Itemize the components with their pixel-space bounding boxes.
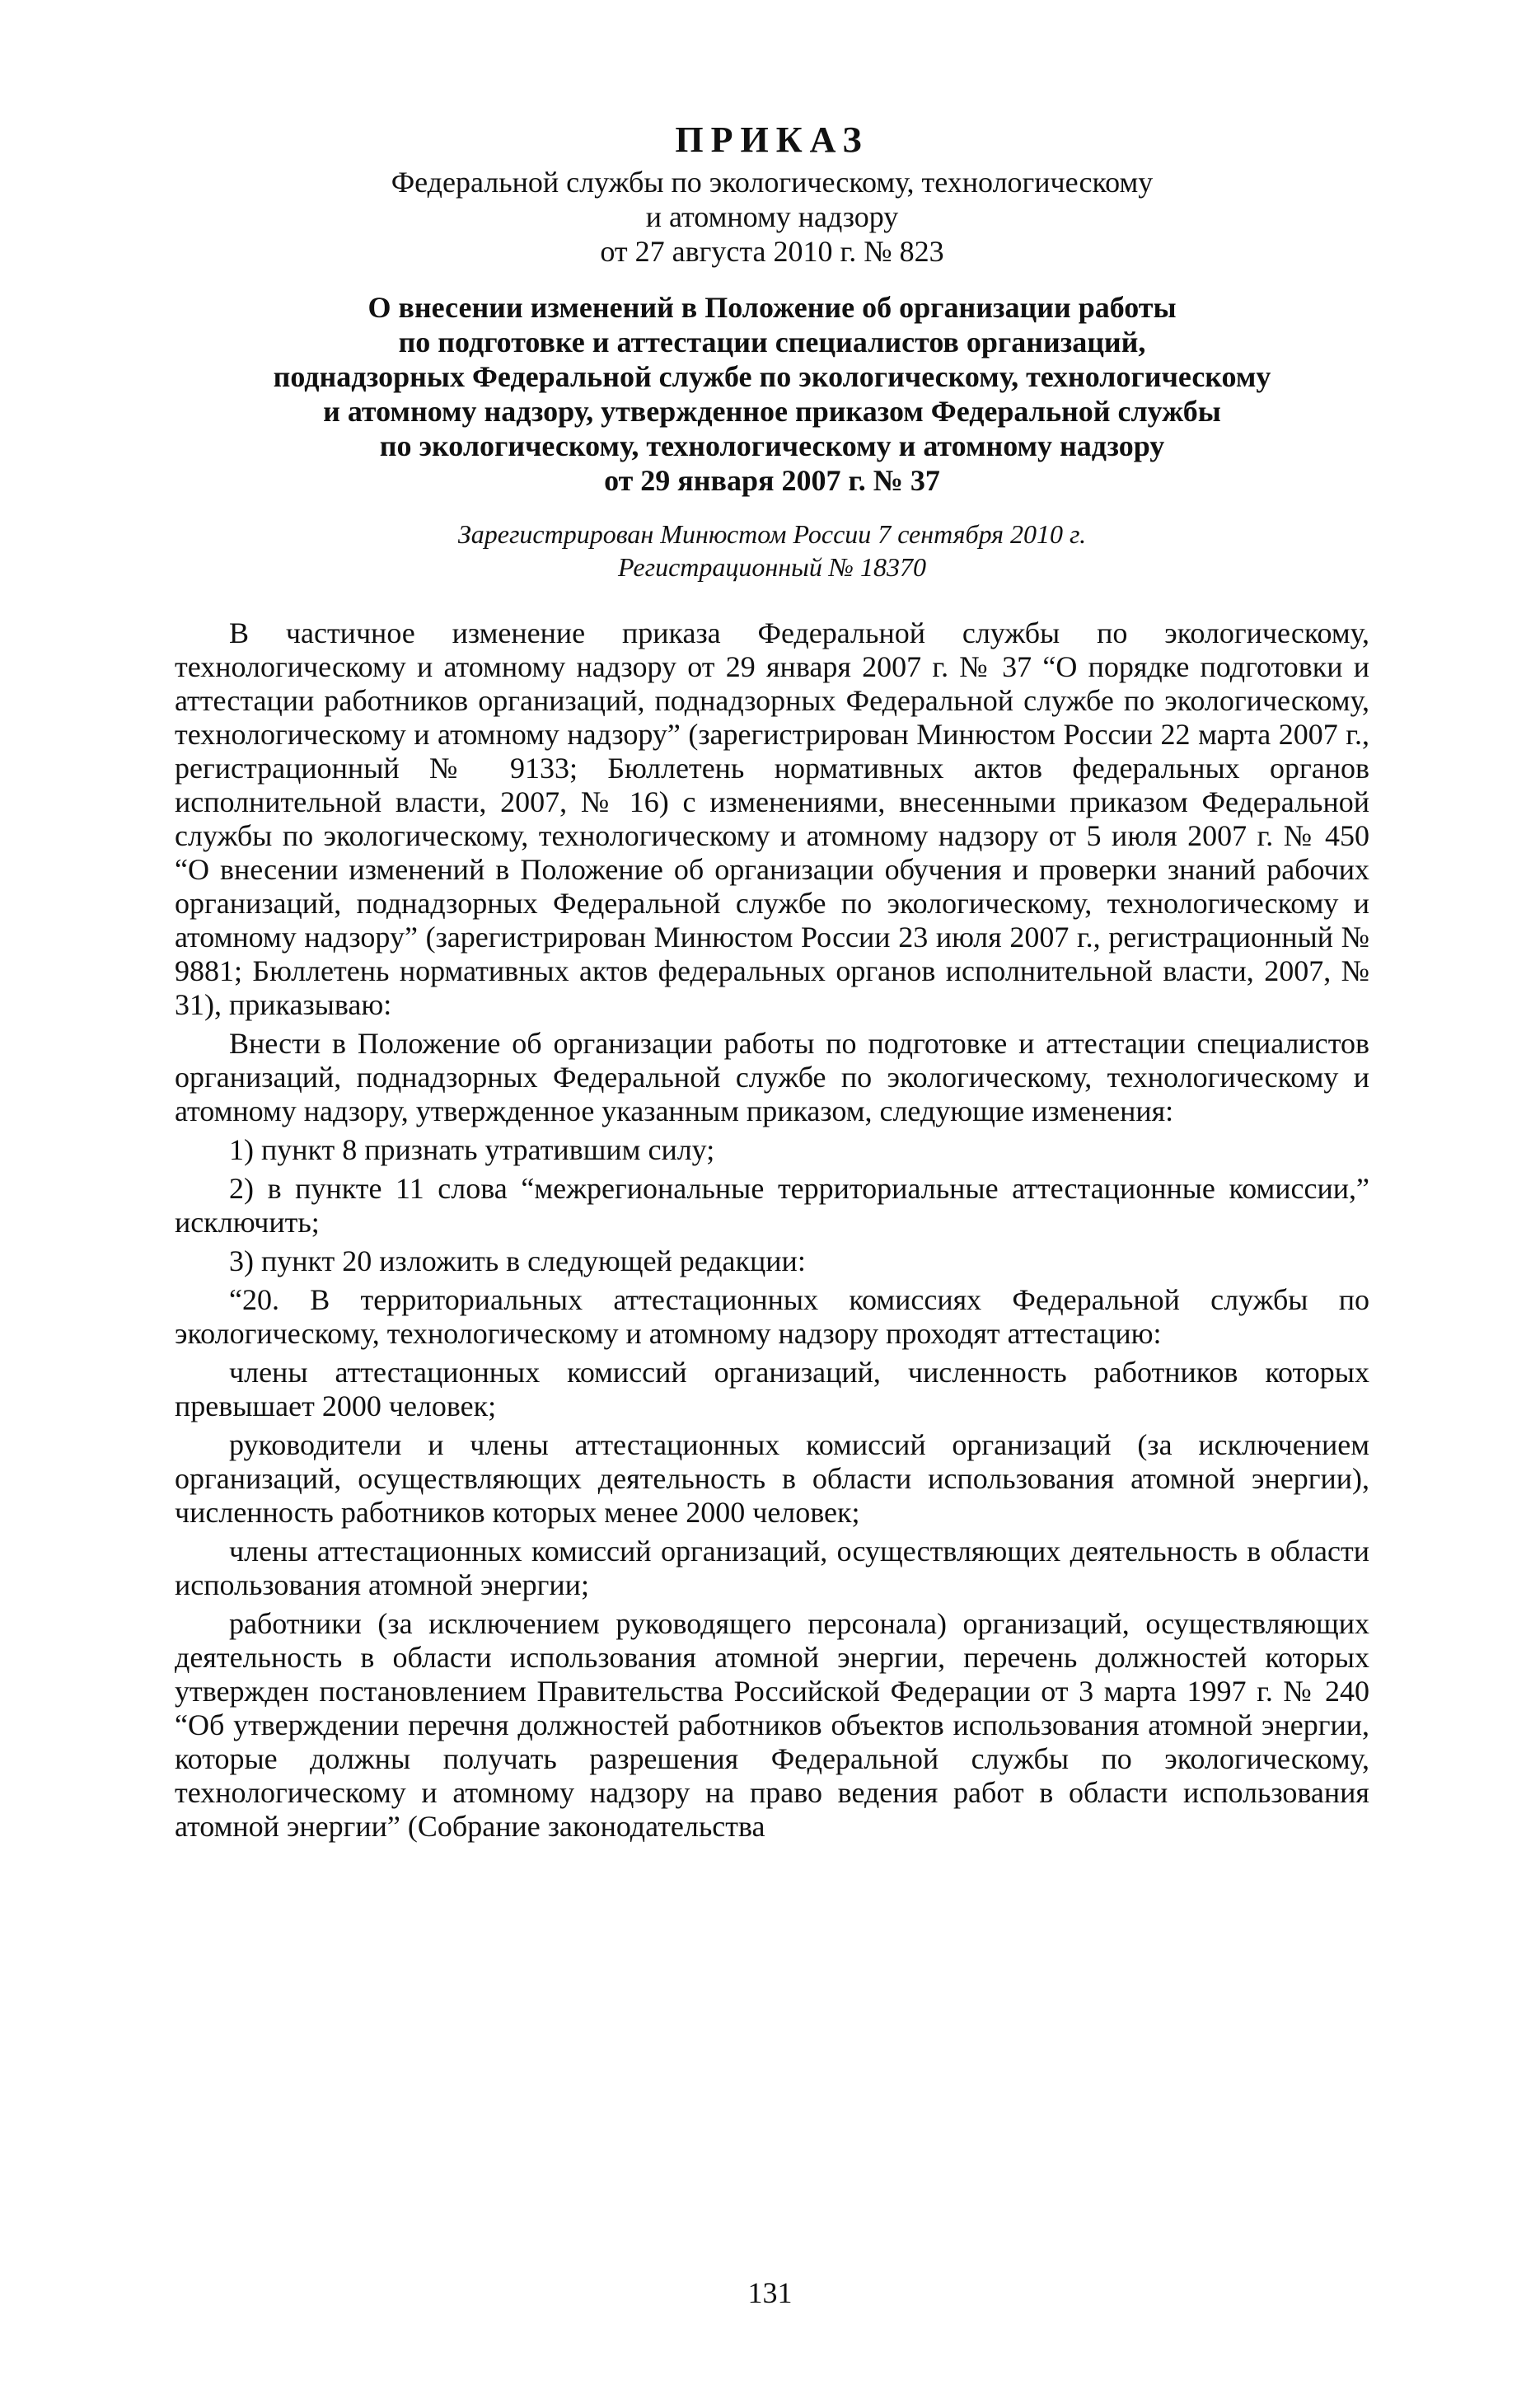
registration-number: Регистрационный № 18370	[618, 552, 926, 582]
registration-line: Зарегистрирован Минюстом России 7 сентября 2010 г.	[457, 519, 1087, 549]
document-page	[175, 115, 1369, 1849]
page-number: 131	[747, 2276, 793, 2309]
body-paragraph: Внести в Положение об организации работы по подготовке и аттестации специалистов организаций, поднадзорных Федеральной службе по экологическому, технологическому и атомному надзору, утвержденное указанным приказом, следующие изменения:	[175, 1027, 1369, 1127]
body-paragraph: В частичное изменение приказа Федеральной службы по экологическому, технологическому и атомному надзору от 29 января 2007 г. № 37 “О порядке подготовки и аттестации работников организаций, поднадзорных Федеральной службе по экологическому, технологическому и атомному надзору” (зарегистрирован Минюстом России 22 марта 2007 г., регистрационный № 9133; Бюллетень нормативных актов федеральных органов исполнительной власти, 2007, № 16) с изменениями, внесенными приказом Федеральной службы по экологическому, технологическому и атомному надзору от 5 июля 2007 г. № 450 “О внесении изменений в Положение об организации обучения и проверки знаний рабочих организаций, поднадзорных Федеральной службе по экологическому, технологическому и атомному надзору” (зарегистрирован Минюстом России 23 июля 2007 г., регистрационный № 9881; Бюллетень нормативных актов федеральных органов исполнительной власти, 2007, № 31), приказываю:	[175, 616, 1369, 1021]
list-item: 3) пункт 20 изложить в следующей редакции:	[229, 1244, 806, 1277]
issuer-line: и атомному надзору	[645, 200, 899, 233]
issuer-line: Федеральной службы по экологическому, технологическому	[391, 166, 1154, 199]
registration-note	[175, 518, 1369, 583]
order-date-number: от 27 августа 2010 г. № 823	[600, 235, 944, 268]
heading-line: по подготовке и аттестации специалистов организаций,	[398, 326, 1146, 358]
document-title: ПРИКАЗ	[675, 120, 869, 160]
heading-line: О внесении изменений в Положение об организации работы	[367, 291, 1177, 324]
heading-line: по экологическому, технологическому и атомному надзору	[379, 429, 1165, 462]
list-item: 1) пункт 8 признать утратившим силу;	[229, 1133, 715, 1166]
body-paragraph: работники (за исключением руководящего персонала) организаций, осуществляющих деятельность в области использования атомной энергии, перечень должностей которых утвержден постановлением Правительства Российской Федерации от 3 марта 1997 г. № 240 “Об утверждении перечня должностей работников объектов использования атомной энергии, которые должны получать разрешения Федеральной службы по экологическому, технологическому и атомному надзору на право ведения работ в области использования атомной энергии” (Собрание законодательства	[175, 1607, 1369, 1843]
body-paragraph: члены аттестационных комиссий организаций, осуществляющих деятельность в области использования атомной энергии;	[175, 1535, 1369, 1601]
issuer-block	[175, 165, 1369, 269]
body-paragraph: руководители и члены аттестационных комиссий организаций (за исключением организаций, осуществляющих деятельность в области использования атомной энергии), численность работников которых менее 2000 человек;	[175, 1428, 1369, 1529]
list-item: 2) в пункте 11 слова “межрегиональные территориальные аттестационные комиссии,” исключить;	[175, 1172, 1369, 1239]
heading-line: поднадзорных Федеральной службе по экологическому, технологическому	[273, 360, 1271, 393]
body-paragraph: “20. В территориальных аттестационных комиссиях Федеральной службы по экологическому, технологическому и атомному надзору проходят аттестацию:	[175, 1283, 1369, 1350]
order-heading	[175, 290, 1369, 498]
document-body	[175, 616, 1369, 1844]
body-paragraph: члены аттестационных комиссий организаций, численность работников которых превышает 2000 человек;	[175, 1356, 1369, 1422]
heading-line: от 29 января 2007 г. № 37	[604, 464, 940, 497]
heading-line: и атомному надзору, утвержденное приказом Федеральной службы	[323, 395, 1221, 428]
